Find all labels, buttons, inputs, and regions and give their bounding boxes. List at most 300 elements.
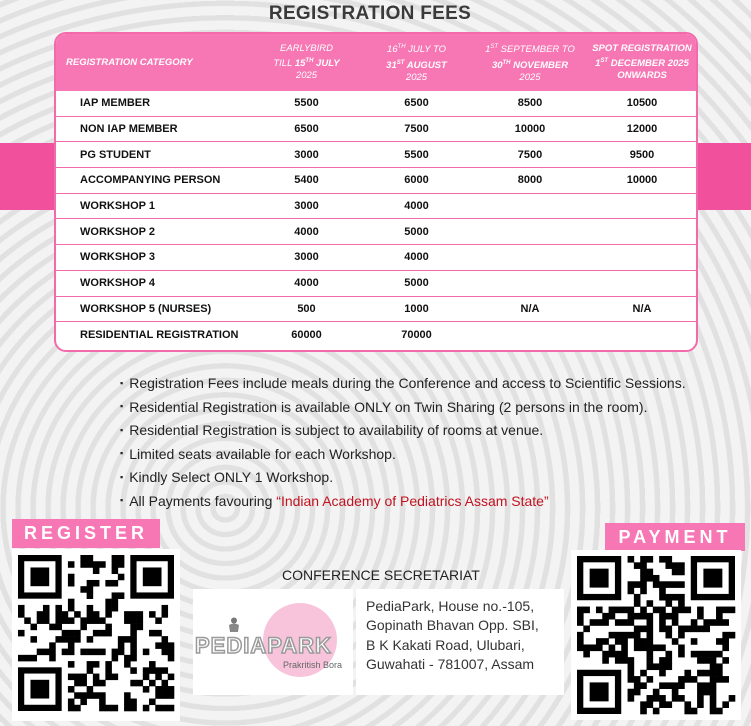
qr-module	[659, 581, 666, 588]
qr-module	[647, 600, 654, 607]
qr-module	[615, 632, 622, 639]
qr-module	[93, 630, 100, 637]
cell-july-august: 5000	[361, 219, 472, 245]
qr-module	[68, 699, 75, 706]
qr-module	[37, 649, 44, 656]
qr-module	[124, 692, 131, 699]
qr-module	[590, 644, 597, 651]
qr-module	[577, 613, 584, 620]
bullet-icon: ▪	[120, 401, 124, 412]
qr-module	[697, 657, 704, 664]
qr-module	[697, 689, 704, 696]
qr-module	[678, 651, 685, 658]
qr-module	[583, 626, 590, 633]
qr-module	[62, 649, 69, 656]
qr-module	[634, 644, 641, 651]
qr-module	[149, 680, 156, 687]
qr-module	[729, 607, 736, 614]
header-september-november: 1ST SEPTEMBER TO 30TH NOVEMBER 2025	[485, 44, 575, 83]
row-category: NON IAP MEMBER	[56, 116, 252, 142]
qr-module	[665, 613, 672, 620]
qr-module	[665, 581, 672, 588]
fees-table	[56, 34, 696, 347]
row-category: WORKSHOP 1	[56, 193, 252, 219]
cell-earlybird: 3000	[252, 245, 361, 271]
qr-module	[647, 701, 654, 708]
qr-module	[43, 617, 50, 624]
qr-module	[609, 607, 616, 614]
bullet-icon: ▪	[120, 424, 124, 435]
qr-module	[678, 644, 685, 651]
qr-module	[665, 632, 672, 639]
qr-module	[634, 689, 641, 696]
qr-module	[62, 630, 69, 637]
qr-module	[137, 624, 144, 631]
logo-name: PEDIAPARK	[195, 633, 332, 658]
qr-module	[143, 649, 150, 656]
qr-module	[137, 680, 144, 687]
qr-module	[628, 581, 635, 588]
qr-module	[647, 638, 654, 645]
cell-july-august: 1000	[361, 296, 472, 322]
qr-module	[710, 695, 717, 702]
qr-module	[710, 701, 717, 708]
table-row	[56, 168, 696, 194]
payment-label: PAYMENT	[605, 523, 745, 551]
qr-module	[722, 657, 729, 664]
cell-september-november	[472, 193, 588, 219]
qr-module	[99, 692, 106, 699]
qr-module	[697, 626, 704, 633]
qr-module	[124, 699, 131, 706]
note-item	[120, 419, 686, 443]
qr-module	[80, 586, 87, 593]
qr-module	[30, 655, 37, 662]
qr-module	[716, 651, 723, 658]
qr-module	[615, 607, 622, 614]
qr-module	[703, 670, 710, 677]
qr-module	[640, 607, 647, 614]
qr-module	[609, 644, 616, 651]
qr-module	[640, 644, 647, 651]
qr-module	[716, 619, 723, 626]
qr-module	[697, 701, 704, 708]
qr-module	[112, 555, 119, 562]
cell-spot	[588, 245, 696, 271]
qr-module	[118, 642, 125, 649]
qr-module	[628, 588, 635, 595]
qr-module	[87, 667, 94, 674]
qr-module	[43, 611, 50, 618]
qr-module	[640, 613, 647, 620]
cell-earlybird: 60000	[291, 328, 322, 341]
qr-module	[68, 636, 75, 643]
qr-module	[93, 580, 100, 587]
qr-module	[615, 651, 622, 658]
qr-module	[68, 642, 75, 649]
qr-module	[130, 655, 137, 662]
qr-module	[583, 607, 590, 614]
qr-module	[99, 699, 106, 706]
qr-module	[68, 705, 75, 712]
qr-module	[602, 619, 609, 626]
qr-code-icon	[571, 550, 741, 720]
qr-module	[665, 651, 672, 658]
qr-module	[93, 674, 100, 681]
cell-july-august: 4000	[361, 193, 472, 219]
qr-module	[149, 661, 156, 668]
qr-module	[647, 619, 654, 626]
qr-module	[621, 619, 628, 626]
qr-module	[684, 701, 691, 708]
qr-module	[87, 561, 94, 568]
qr-module	[722, 701, 729, 708]
qr-module	[716, 670, 723, 677]
cell-july-august: 7500	[361, 116, 472, 142]
qr-module	[43, 649, 50, 656]
qr-module	[155, 617, 162, 624]
note-item	[120, 490, 686, 514]
qr-module	[647, 651, 654, 658]
qr-module	[55, 617, 62, 624]
qr-module	[99, 649, 106, 656]
cell-september-november	[472, 322, 588, 347]
table-body	[56, 91, 696, 347]
address-line: Gopinath Bhavan Opp. SBI,	[366, 617, 539, 634]
qr-module	[130, 705, 137, 712]
qr-module	[74, 680, 81, 687]
cell-earlybird: 5500	[252, 91, 361, 116]
cell-spot: 10500	[588, 91, 696, 116]
qr-module	[55, 636, 62, 643]
qr-module	[634, 632, 641, 639]
qr-module	[647, 556, 654, 563]
address-box	[356, 589, 564, 695]
qr-module	[162, 680, 169, 687]
row-category: WORKSHOP 2	[56, 219, 252, 245]
cell-spot: 10000	[588, 168, 696, 194]
note-item	[120, 372, 686, 396]
qr-module	[130, 617, 137, 624]
qr-module	[647, 575, 654, 582]
qr-module	[716, 613, 723, 620]
qr-module	[49, 655, 56, 662]
qr-module	[621, 638, 628, 645]
qr-module	[628, 632, 635, 639]
qr-module	[149, 630, 156, 637]
register-label: REGISTER	[12, 519, 160, 548]
bullet-icon: ▪	[120, 495, 124, 506]
qr-module	[105, 661, 112, 668]
qr-module	[665, 626, 672, 633]
qr-module	[665, 594, 672, 601]
qr-module	[634, 638, 641, 645]
qr-module	[74, 636, 81, 643]
table-row	[56, 193, 696, 219]
row-category: RESIDENTIAL REGISTRATION	[80, 328, 239, 341]
qr-module	[647, 569, 654, 576]
qr-module	[653, 607, 660, 614]
qr-module	[697, 695, 704, 702]
qr-module	[653, 644, 660, 651]
qr-module	[628, 663, 635, 670]
qr-module	[665, 701, 672, 708]
qr-module	[672, 562, 679, 569]
cell-september-november	[472, 245, 588, 271]
qr-module	[684, 607, 691, 614]
qr-module	[118, 555, 125, 562]
qr-module	[672, 613, 679, 620]
qr-module	[155, 667, 162, 674]
qr-module	[49, 649, 56, 656]
cell-spot	[588, 270, 696, 296]
qr-module	[647, 657, 654, 664]
qr-module	[87, 617, 94, 624]
qr-module	[112, 649, 119, 656]
qr-module	[653, 663, 660, 670]
qr-module	[68, 630, 75, 637]
qr-module	[124, 655, 131, 662]
row-category: PG STUDENT	[56, 142, 252, 168]
qr-module	[80, 692, 87, 699]
qr-module	[99, 705, 106, 712]
qr-module	[659, 695, 666, 702]
qr-module	[62, 636, 69, 643]
qr-module	[55, 624, 62, 631]
qr-module	[628, 556, 635, 563]
qr-module	[149, 611, 156, 618]
qr-module	[24, 617, 31, 624]
qr-module	[647, 626, 654, 633]
qr-module	[168, 649, 175, 656]
qr-module	[112, 674, 119, 681]
qr-module	[647, 613, 654, 620]
qr-module	[609, 613, 616, 620]
qr-module	[678, 581, 685, 588]
qr-module	[49, 624, 56, 631]
qr-module	[678, 676, 685, 683]
address-line: B K Kakati Road, Ulubari,	[366, 636, 525, 653]
table-row	[56, 142, 696, 168]
qr-module	[105, 624, 112, 631]
row-category: WORKSHOP 3	[56, 245, 252, 271]
cell-spot: 12000	[588, 116, 696, 142]
qr-module	[130, 611, 137, 618]
qr-module	[143, 705, 150, 712]
payment-qr-code-icon[interactable]	[571, 550, 741, 720]
qr-module	[124, 636, 131, 643]
row-category: WORKSHOP 4	[56, 270, 252, 296]
qr-module	[615, 638, 622, 645]
qr-module	[74, 630, 81, 637]
qr-module	[609, 632, 616, 639]
qr-module	[621, 632, 628, 639]
bullet-icon: ▪	[120, 471, 124, 482]
qr-module	[155, 630, 162, 637]
qr-module	[93, 680, 100, 687]
qr-module	[659, 663, 666, 670]
qr-module	[143, 686, 150, 693]
qr-module	[640, 556, 647, 563]
cell-earlybird: 500	[252, 296, 361, 322]
qr-module	[583, 644, 590, 651]
qr-module	[87, 586, 94, 593]
qr-module	[112, 705, 119, 712]
qr-module	[640, 575, 647, 582]
qr-module	[162, 686, 169, 693]
qr-module	[628, 607, 635, 614]
qr-module	[80, 674, 87, 681]
qr-module	[99, 617, 106, 624]
bullet-icon: ▪	[120, 448, 124, 459]
row-category: WORKSHOP 5 (NURSES)	[56, 296, 252, 322]
qr-module	[678, 562, 685, 569]
qr-code-icon	[12, 549, 180, 721]
qr-module	[634, 562, 641, 569]
header-july-august: 16TH JULY TO 31ST AUGUST 2025	[386, 44, 447, 83]
qr-module	[162, 667, 169, 674]
qr-module	[716, 708, 723, 715]
qr-module	[30, 636, 37, 643]
cell-september-november	[472, 219, 588, 245]
qr-module	[697, 607, 704, 614]
qr-module	[659, 556, 666, 563]
qr-module	[168, 674, 175, 681]
cell-july-august: 70000	[401, 328, 432, 341]
bullet-icon: ▪	[120, 377, 124, 388]
qr-module	[678, 695, 685, 702]
qr-module	[678, 626, 685, 633]
qr-module	[80, 699, 87, 706]
qr-module	[710, 651, 717, 658]
qr-module	[703, 626, 710, 633]
address-line: PediaPark, House no.-105,	[366, 598, 535, 614]
qr-module	[634, 676, 641, 683]
qr-module	[55, 605, 62, 612]
qr-module	[716, 607, 723, 614]
qr-module	[149, 667, 156, 674]
qr-module	[80, 561, 87, 568]
qr-module	[93, 617, 100, 624]
qr-module	[722, 619, 729, 626]
qr-module	[697, 682, 704, 689]
qr-module	[130, 642, 137, 649]
qr-module	[93, 567, 100, 574]
qr-module	[716, 676, 723, 683]
qr-module	[703, 682, 710, 689]
qr-module	[703, 619, 710, 626]
qr-module	[628, 689, 635, 696]
qr-module	[99, 680, 106, 687]
note-item	[120, 396, 686, 420]
qr-module	[68, 599, 75, 606]
qr-module	[602, 613, 609, 620]
qr-module	[678, 682, 685, 689]
fees-table-card	[54, 32, 698, 352]
qr-module	[684, 670, 691, 677]
qr-module	[665, 600, 672, 607]
pediapark-logo	[193, 589, 353, 695]
qr-module	[710, 676, 717, 683]
qr-module	[93, 611, 100, 618]
qr-module	[628, 619, 635, 626]
qr-module	[87, 611, 94, 618]
qr-module	[665, 657, 672, 664]
note-item	[120, 466, 686, 490]
qr-module	[130, 667, 137, 674]
qr-module	[80, 680, 87, 687]
qr-module	[659, 657, 666, 664]
qr-module	[640, 569, 647, 576]
qr-module	[596, 607, 603, 614]
qr-module	[722, 632, 729, 639]
qr-module	[659, 613, 666, 620]
qr-module	[130, 649, 137, 656]
qr-module	[130, 680, 137, 687]
qr-module	[55, 611, 62, 618]
qr-module	[590, 619, 597, 626]
qr-module	[68, 661, 75, 668]
qr-module	[722, 644, 729, 651]
qr-module	[68, 605, 75, 612]
qr-module	[697, 613, 704, 620]
qr-module	[640, 670, 647, 677]
qr-module	[659, 626, 666, 633]
qr-module	[43, 605, 50, 612]
qr-module	[647, 695, 654, 702]
qr-module	[168, 692, 175, 699]
qr-module	[155, 692, 162, 699]
qr-module	[155, 642, 162, 649]
qr-module	[640, 708, 647, 715]
qr-module	[659, 701, 666, 708]
qr-module	[74, 611, 81, 618]
qr-module	[596, 638, 603, 645]
qr-module	[118, 592, 125, 599]
qr-module	[615, 619, 622, 626]
page-title: REGISTRATION FEES	[268, 3, 472, 24]
qr-module	[74, 705, 81, 712]
qr-module	[99, 630, 106, 637]
qr-module	[722, 607, 729, 614]
qr-module	[665, 556, 672, 563]
qr-module	[87, 692, 94, 699]
qr-module	[162, 705, 169, 712]
qr-module	[710, 619, 717, 626]
qr-module	[672, 682, 679, 689]
qr-module	[105, 611, 112, 618]
qr-module	[691, 619, 698, 626]
qr-module	[80, 555, 87, 562]
qr-module	[118, 649, 125, 656]
qr-module	[659, 644, 666, 651]
qr-module	[37, 617, 44, 624]
cell-july-august: 6000	[361, 168, 472, 194]
qr-module	[105, 599, 112, 606]
qr-module	[105, 674, 112, 681]
register-qr-code-icon[interactable]	[12, 549, 180, 721]
qr-module	[621, 657, 628, 664]
qr-module	[143, 674, 150, 681]
qr-module	[162, 642, 169, 649]
cell-earlybird: 4000	[252, 219, 361, 245]
qr-module	[672, 569, 679, 576]
qr-module	[87, 592, 94, 599]
cell-spot	[588, 219, 696, 245]
qr-module	[628, 695, 635, 702]
table-row	[56, 219, 696, 245]
cell-earlybird: 6500	[252, 116, 361, 142]
